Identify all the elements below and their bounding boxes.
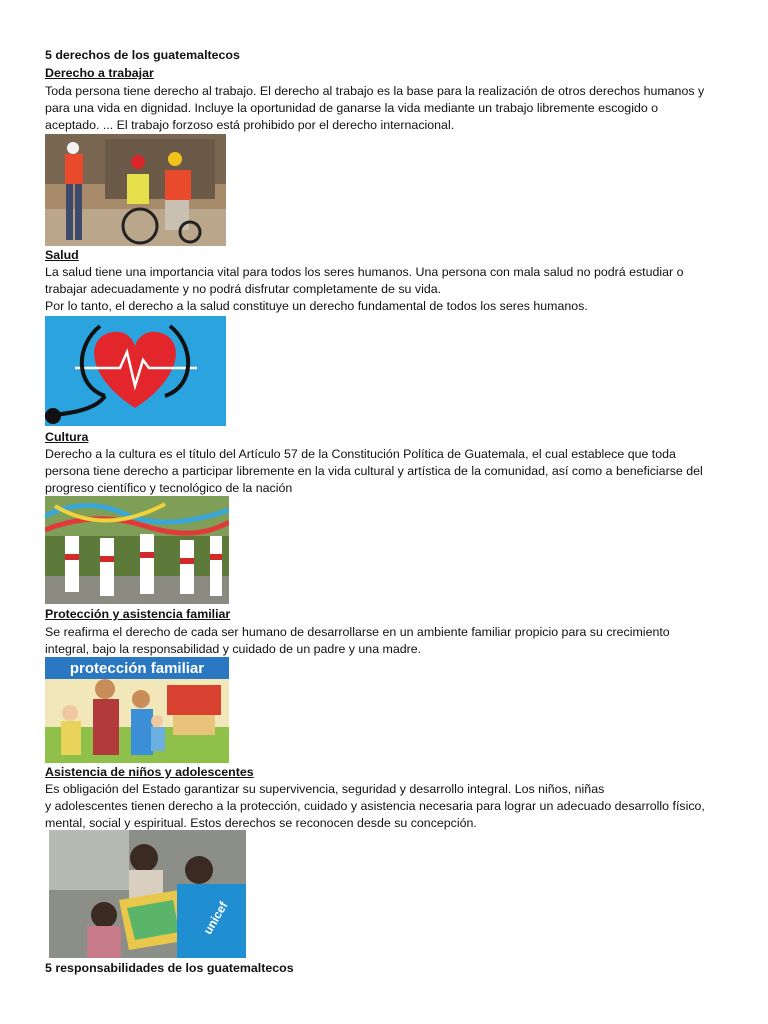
section-heading-familia: Protección y asistencia familiar — [45, 607, 231, 621]
workers-photo — [45, 134, 226, 246]
paragraph-line: integral, bajo la responsabilidad y cuidado de un padre y una madre. — [45, 642, 422, 656]
paragraph-line: y adolescentes tienen derecho a la protección, cuidado y asistencia necesaria para lograr un adecuado desarrollo físico, — [45, 799, 705, 813]
unicef-logo-text: unicef — [200, 899, 231, 937]
section-heading-trabajo: Derecho a trabajar — [45, 66, 154, 80]
paragraph-line: mental, social y espiritual. Estos derechos se reconocen desde su concepción. — [45, 816, 477, 830]
paragraph-line: para una vida en dignidad. Incluye la oportunidad de ganarse la vida mediante un trabajo libremente escogido o — [45, 101, 659, 115]
paragraph-line: persona tiene derecho a participar libremente en la vida cultural y artística de la comunidad, así como a beneficiarse del — [45, 464, 703, 478]
dancers-photo — [45, 496, 229, 604]
paragraph-line: Es obligación del Estado garantizar su supervivencia, seguridad y desarrollo integral. Los niños, niñas — [45, 782, 605, 796]
paragraph-line: progreso científico y tecnológico de la nación — [45, 481, 293, 495]
heart-stethoscope-icon — [45, 316, 226, 426]
document-title: 5 derechos de los guatemaltecos — [45, 48, 240, 62]
paragraph-line: aceptado. ... El trabajo forzoso está prohibido por el derecho internacional. — [45, 118, 455, 132]
section-heading-ninos: Asistencia de niños y adolescentes — [45, 765, 254, 779]
family-banner-text: protección familiar — [69, 660, 205, 677]
children-reading-photo — [49, 830, 246, 958]
paragraph-line: La salud tiene una importancia vital para todos los seres humanos. Una persona con mala salud no podrá estudiar o — [45, 265, 684, 279]
paragraph-line: Se reafirma el derecho de cada ser humano de desarrollarse en un ambiente familiar propicio para su crecimiento — [45, 625, 670, 639]
family-illustration — [45, 657, 229, 763]
paragraph-line: Por lo tanto, el derecho a la salud constituye un derecho fundamental de todos los seres humanos. — [45, 299, 588, 313]
section-heading-cultura: Cultura — [45, 430, 89, 444]
paragraph-line: trabajar adecuadamente y no podrá disfrutar completamente de su vida. — [45, 282, 442, 296]
paragraph-line: Derecho a la cultura es el título del Artículo 57 de la Constitución Política de Guatemala, el cual establece que toda — [45, 447, 676, 461]
section-heading-salud: Salud — [45, 248, 79, 262]
footer-heading: 5 responsabilidades de los guatemaltecos — [45, 961, 294, 975]
paragraph-line: Toda persona tiene derecho al trabajo. El derecho al trabajo es la base para la realización de otros derechos humanos y — [45, 84, 705, 98]
